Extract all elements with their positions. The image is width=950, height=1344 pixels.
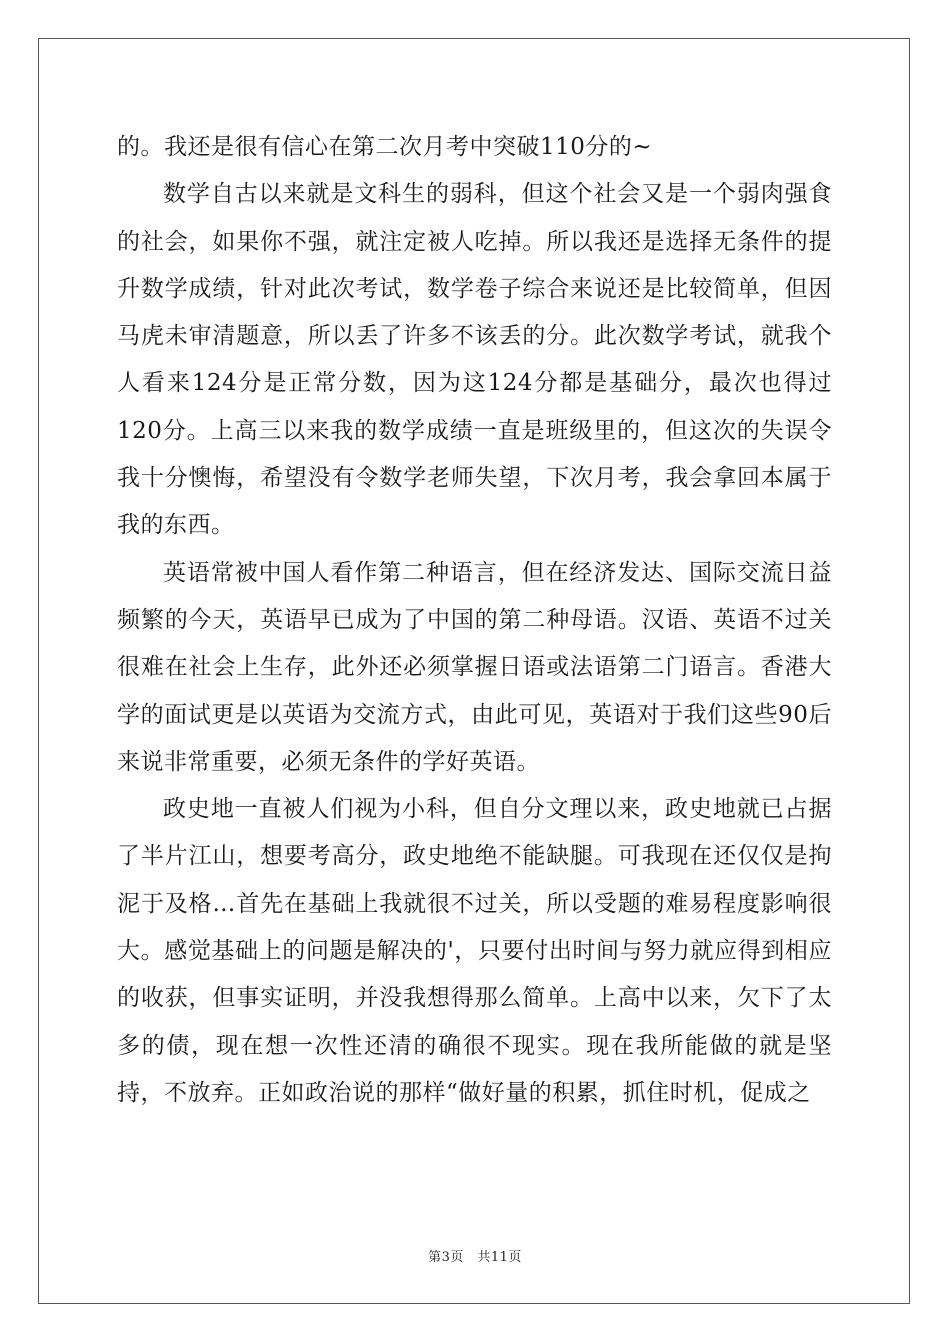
document-body [117,124,832,1117]
paragraph-math: 数学自古以来就是文科生的弱科，但这个社会又是一个弱肉强食的社会，如果你不强，就注定被人吃掉。所以我还是选择无条件的提升数学成绩，针对此次考试，数学卷子综合来说还是比较简单，但因马虎未审清题意，所以丢了许多不该丢的分。此次数学考试，就我个人看来124分是正常分数，因为这124分都是基础分，最次也得过120分。上高三以来我的数学成绩一直是班级里的，但这次的失误令我十分懊悔，希望没有令数学老师失望，下次月考，我会拿回本属于我的东西。 [117,181,832,539]
paragraph-1: 的。我还是很有信心在第二次月考中突破110分的~ [117,134,653,160]
paragraph-english: 英语常被中国人看作第二种语言，但在经济发达、国际交流日益频繁的今天，英语早已成为了中国的第二种母语。汉语、英语不过关很难在社会上生存，此外还必须掌握日语或法语第二门语言。香港大学的面试更是以英语为交流方式，由此可见，英语对于我们这些90后来说非常重要，必须无条件的学好英语。 [117,559,832,775]
page-number-footer: 第3页 共11页 [428,1250,522,1265]
paragraph-social-studies: 政史地一直被人们视为小科，但自分文理以来，政史地就已占据了半片江山，想要考高分，政史地绝不能缺腿。可我现在还仅仅是拘泥于及格…首先在基础上我就很不过关，所以受题的难易程度影响很大。感觉基础上的问题是解决的'，只要付出时间与努力就应得到相应的收获，但事实证明，并没我想得那么简单。上高中以来，欠下了太多的债，现在想一次性还清的确很不现实。现在我所能做的就是坚持，不放弃。正如政治说的那样“做好量的积累，抓住时机，促成之 [117,796,832,1106]
